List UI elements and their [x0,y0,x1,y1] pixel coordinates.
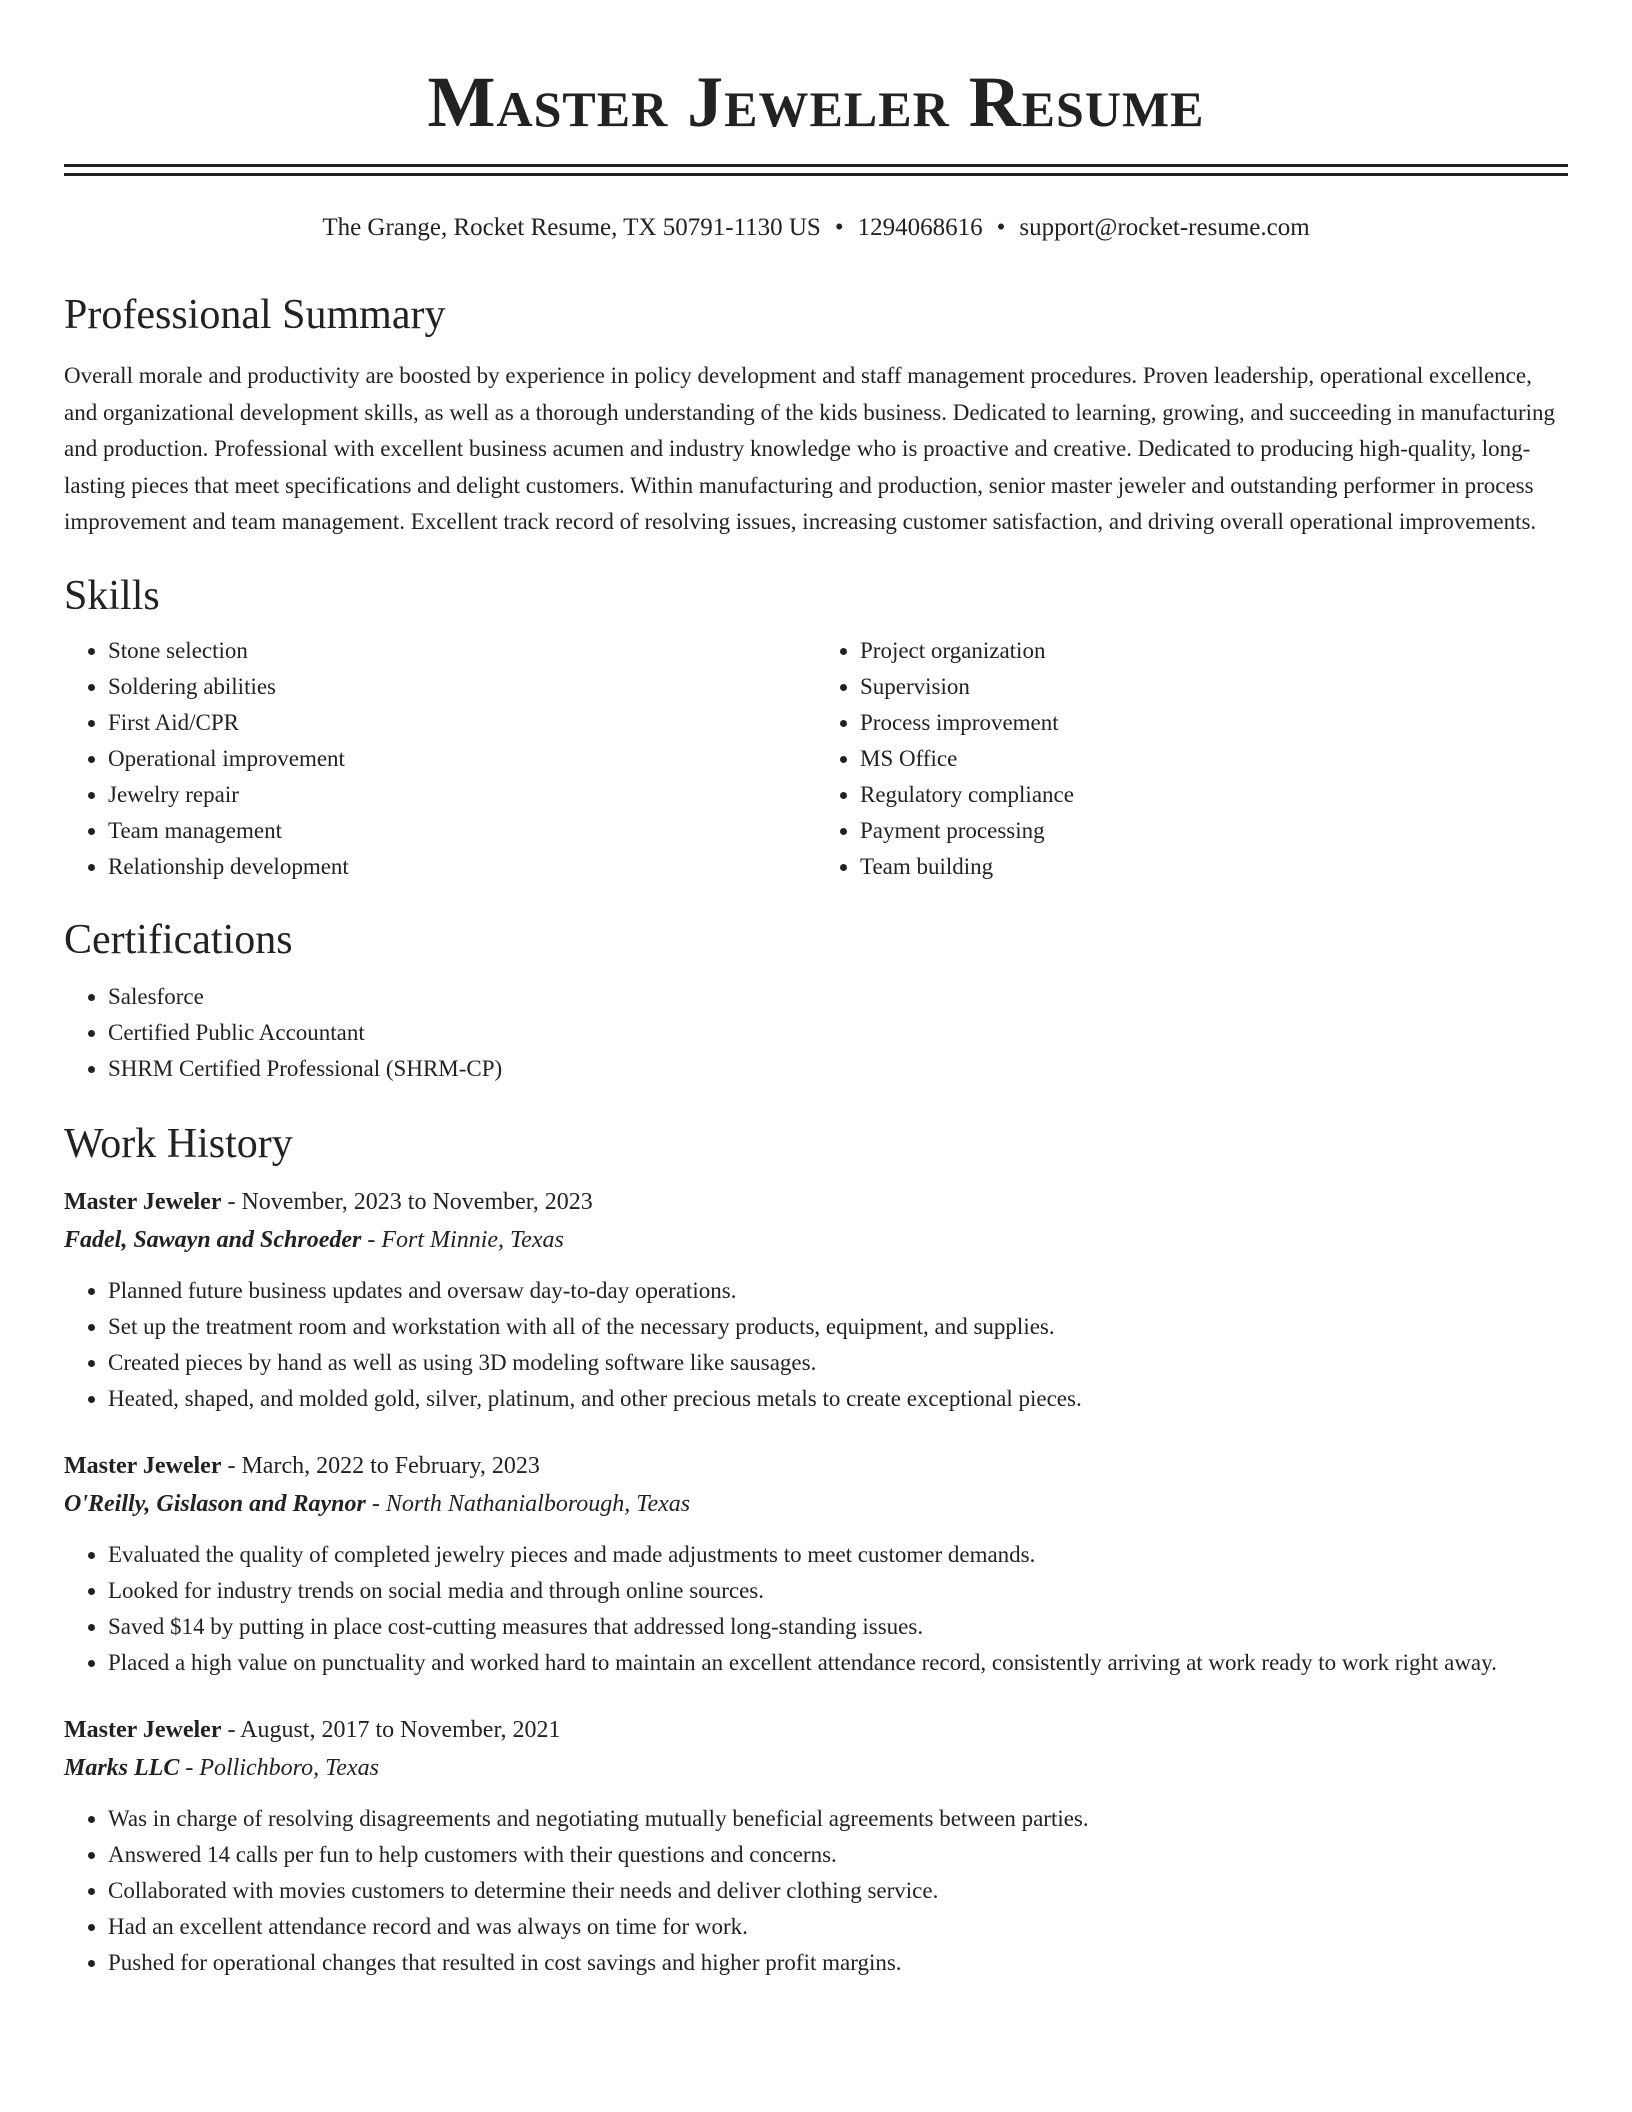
job-dates: - November, 2023 to November, 2023 [221,1188,593,1215]
job-duty: • Was in charge of resolving disagreements and negotiating mutually beneficial agreements between parties. [108,1801,1568,1837]
job-duty: • Collaborated with movies customers to determine their needs and deliver clothing service. [108,1873,1568,1909]
certifications-list [64,979,1568,1087]
job-duty: • Answered 14 calls per fun to help customers with their questions and concerns. [108,1837,1568,1873]
job-dates: - March, 2022 to February, 2023 [221,1452,540,1479]
job-location: - Fort Minnie, Texas [361,1226,564,1253]
job-duty: • Planned future business updates and oversaw day-to-day operations. [108,1273,1568,1309]
skill-item: • Process improvement [860,705,1568,741]
skill-item: • Operational improvement [108,741,816,777]
certification-item: • Certified Public Accountant [108,1015,1568,1051]
job-company-line [64,1221,1568,1259]
skills-list-left [64,633,816,885]
job-title-line [64,1183,1568,1221]
job-role: Master Jeweler [64,1452,222,1479]
contact-line [64,212,1568,244]
job-duties-list [64,1537,1568,1681]
skills-columns [64,633,1568,885]
contact-phone: 1294068616 [857,214,983,241]
job-company-line [64,1485,1568,1523]
job-entry [64,1183,1568,1417]
certification-item: • Salesforce [108,979,1568,1015]
skill-item: • Project organization [860,633,1568,669]
job-duties-list [64,1801,1568,1981]
job-company: Fadel, Sawayn and Schroeder [64,1226,362,1253]
skill-item: • Jewelry repair [108,777,816,813]
job-duty: • Heated, shaped, and molded gold, silver, platinum, and other precious metals to create exceptional pieces. [108,1381,1568,1417]
job-role: Master Jeweler [64,1716,222,1743]
contact-address: The Grange, Rocket Resume, TX 50791-1130 US [322,214,821,241]
job-duty: • Had an excellent attendance record and was always on time for work. [108,1909,1568,1945]
skill-item: • Supervision [860,669,1568,705]
certifications-heading: Certifications [64,916,293,963]
job-dates: - August, 2017 to November, 2021 [221,1716,561,1743]
certification-item: • SHRM Certified Professional (SHRM-CP) [108,1051,1568,1087]
job-duty: • Set up the treatment room and workstation with all of the necessary products, equipment, and supplies. [108,1309,1568,1345]
job-title-line [64,1711,1568,1749]
job-location: - Pollichboro, Texas [179,1754,379,1781]
job-entry [64,1447,1568,1681]
skill-item: • Soldering abilities [108,669,816,705]
skill-item: • Payment processing [860,813,1568,849]
job-duty: • Evaluated the quality of completed jewelry pieces and made adjustments to meet customer demands. [108,1537,1568,1573]
skills-heading: Skills [64,572,160,619]
contact-separator: • [834,214,844,241]
job-company-line [64,1749,1568,1787]
job-duties-list [64,1273,1568,1417]
skill-item: • Team management [108,813,816,849]
job-entry [64,1711,1568,1981]
skill-item: • Regulatory compliance [860,777,1568,813]
title-double-rule [64,164,1568,176]
job-duty: • Looked for industry trends on social media and through online sources. [108,1573,1568,1609]
skill-item: • First Aid/CPR [108,705,816,741]
skill-item: • Relationship development [108,849,816,885]
job-company: Marks LLC [64,1754,180,1781]
job-title-line [64,1447,1568,1485]
summary-heading: Professional Summary [64,292,446,338]
resume-title: Master Jeweler Resume [427,62,1205,142]
job-duty: • Pushed for operational changes that resulted in cost savings and higher profit margins. [108,1945,1568,1981]
job-duty: • Created pieces by hand as well as using 3D modeling software like sausages. [108,1345,1568,1381]
job-duty: • Saved $14 by putting in place cost-cutting measures that addressed long-standing issues. [108,1609,1568,1645]
job-location: - North Nathanialborough, Texas [365,1490,691,1517]
work-history-heading: Work History [64,1120,293,1167]
skill-item: • MS Office [860,741,1568,777]
skill-item: • Stone selection [108,633,816,669]
job-company: O'Reilly, Gislason and Raynor [64,1490,366,1517]
job-role: Master Jeweler [64,1188,222,1215]
contact-separator: • [996,214,1006,241]
summary-text: Overall morale and productivity are boosted by experience in policy development and staff management procedures. Proven leadership, operational excellence, and organizational development skills, as well as a thorough understanding of the kids business. Dedicated to learning, growing, and succeeding in manufacturing and production. Professional with excellent business acumen and industry knowledge who is proactive and creative. Dedicated to producing high-quality, long-lasting pieces that meet specifications and delight customers. Within manufacturing and production, senior master jeweler and outstanding performer in process improvement and team management. Excellent track record of resolving issues, increasing customer satisfaction, and driving overall operational improvements. [64,363,1556,534]
skills-list-right [816,633,1568,885]
job-duty: • Placed a high value on punctuality and worked hard to maintain an excellent attendance record, consistently arriving at work ready to work right away. [108,1645,1568,1681]
skill-item: • Team building [860,849,1568,885]
contact-email: support@rocket-resume.com [1019,214,1310,241]
